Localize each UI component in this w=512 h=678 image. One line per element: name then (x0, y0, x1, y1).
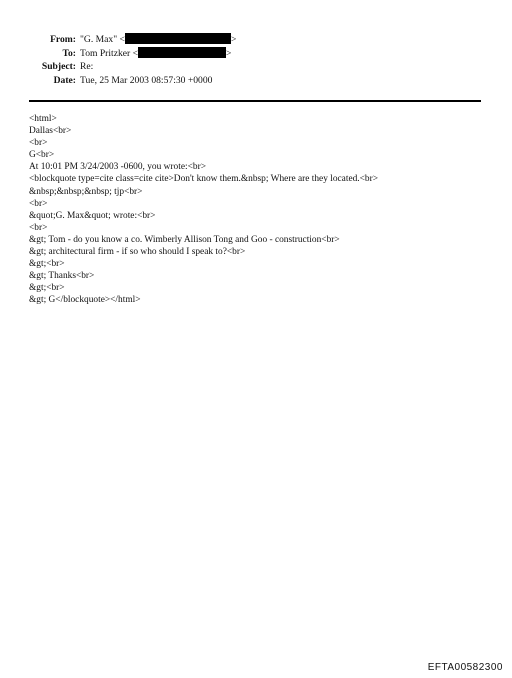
header-divider (29, 100, 481, 102)
subject-value: Re: (80, 61, 94, 72)
body-line: &gt; G</blockquote></html> (29, 295, 141, 306)
body-line: &gt; Tom - do you know a co. Wimberly Allison Tong and Goo - construction<br> (29, 234, 340, 245)
body-line: &gt;<br> (29, 259, 65, 270)
from-end: > (230, 34, 237, 45)
redaction-block (138, 47, 226, 58)
from-label: From: (50, 34, 76, 45)
body-line: G<br> (29, 150, 55, 161)
body-line: <br> (29, 222, 48, 233)
to-end: > (226, 47, 232, 59)
body-line: &nbsp;&nbsp;&nbsp; tjp<br> (29, 186, 143, 197)
email-body (29, 113, 489, 307)
date-label: Date: (53, 74, 76, 86)
subject-row (0, 60, 512, 74)
document-id: EFTA00582300 (427, 662, 503, 673)
body-line: Dallas<br> (29, 126, 72, 137)
date-value: Tue, 25 Mar 2003 08:57:30 +0000 (80, 74, 213, 86)
body-line: <br> (29, 138, 48, 149)
from-value: "G. Max" < (80, 34, 125, 45)
redaction-block (125, 33, 231, 44)
body-line: &gt; Thanks<br> (29, 271, 95, 282)
body-line: At 10:01 PM 3/24/2003 -0600, you wrote:<br> (29, 162, 206, 173)
to-row (0, 47, 512, 61)
body-line: &gt; architectural firm - if so who should I speak to?<br> (29, 247, 246, 258)
body-line: &gt;<br> (29, 283, 65, 294)
body-line: <br> (29, 198, 48, 209)
body-line: &quot;G. Max&quot; wrote:<br> (29, 210, 156, 221)
subject-label: Subject: (41, 61, 76, 72)
date-row (0, 74, 512, 88)
to-value-wrap (80, 47, 231, 61)
body-line: <html> (29, 114, 57, 124)
email-header (0, 33, 512, 87)
from-row (0, 33, 512, 47)
to-label: To: (62, 47, 76, 59)
to-value: Tom Pritzker < (80, 47, 139, 59)
body-line: <blockquote type=cite class=cite cite>Don't know them.&nbsp; Where are they located.<br> (29, 174, 379, 185)
from-value-wrap (80, 33, 236, 47)
